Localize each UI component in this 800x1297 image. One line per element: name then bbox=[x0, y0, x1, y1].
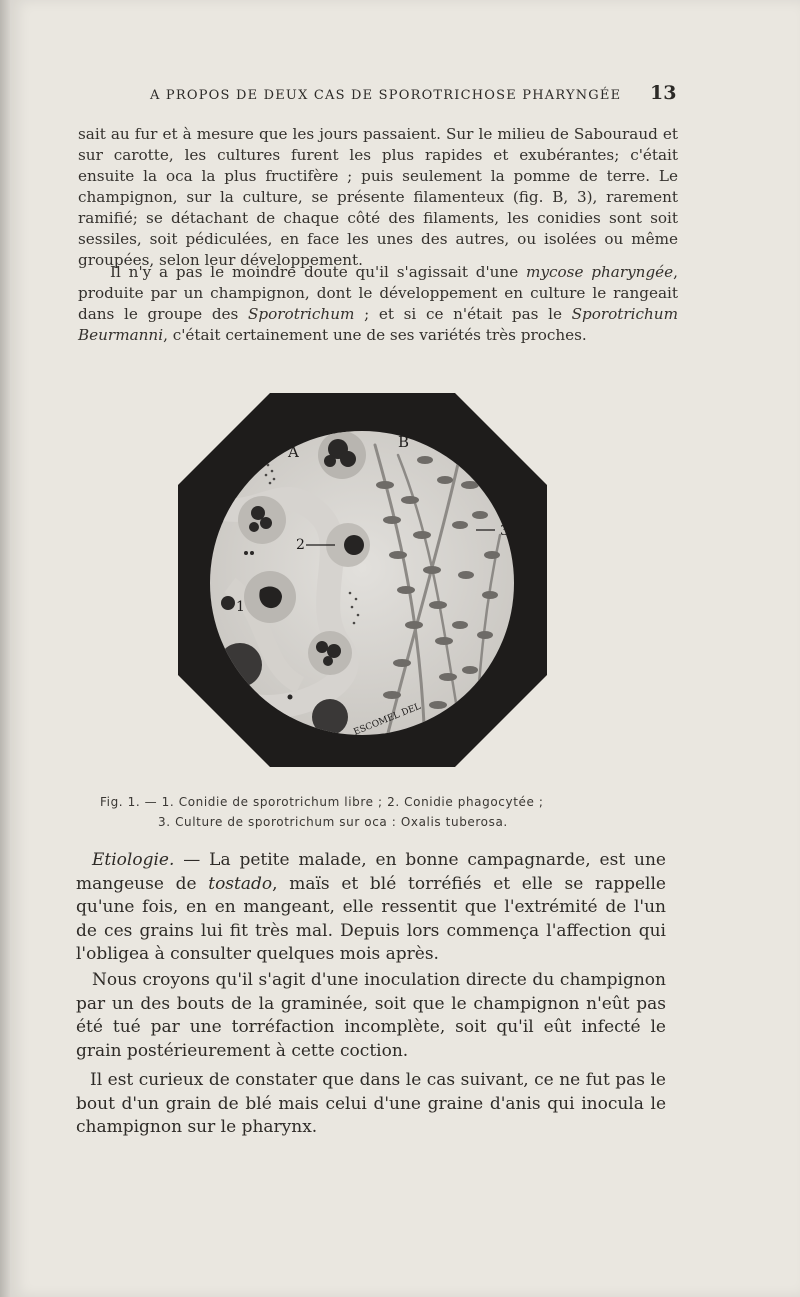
label-1: 1 bbox=[236, 599, 245, 615]
caption-line-2: 3. Culture de sporotrichum sur oca : Oxalis tuberosa. bbox=[158, 815, 508, 829]
paragraph-culture-description: sait au fur et à mesure que les jours passaient. Sur le milieu de Sabouraud et sur carotte, les cultures furent les plus rapides et exubérantes; c'était ensuite la oca la plus fructifère ; puis seulement la pomme de terre. Le champignon, sur la culture, se présente filamenteux (fig. B, 3), rarement ramifié; se détachant de chaque côté des filaments, les conidies sont soit sessiles, soit pédiculées, en face les unes des autres, ou isolées ou même groupées, selon leur développement. bbox=[78, 125, 678, 269]
figure-caption bbox=[100, 792, 700, 832]
label-2: 2 bbox=[296, 537, 305, 553]
paragraph-diagnosis: Il n'y a pas le moindre doute qu'il s'agissait d'une mycose pharyngée, produite par un champignon, dont le développement en culture le rangeait dans le groupe des Sporotrichum ; et si ce n'était pas le Sporotrichum Beurmanni, c'était certainement une de ses variétés très proches. bbox=[78, 263, 678, 344]
running-head: A PROPOS DE DEUX CAS DE SPOROTRICHOSE PHARYNGÉE bbox=[150, 88, 622, 103]
caption-line-1: Fig. 1. — 1. Conidie de sporotrichum libre ; 2. Conidie phagocytée ; bbox=[100, 795, 544, 809]
label-a: A bbox=[288, 443, 299, 461]
paragraph-inoculation: Nous croyons qu'il s'agit d'une inoculation directe du champignon par un des bouts de la graminée, soit que le champignon n'eût pas été tué par une torréfaction incomplète, soit qu'il eût infecté le grain postérieurement à cette coction. bbox=[76, 970, 666, 1061]
label-3: 3 bbox=[500, 523, 509, 539]
page-edge-shadow bbox=[0, 0, 10, 1297]
page-number: 13 bbox=[650, 82, 677, 104]
paragraph-etiology: Etiologie. — La petite malade, en bonne campagnarde, est une mangeuse de tostado, maïs et blé torréfiés et elle se rappelle qu'une fois, en en mangeant, elle ressentit que l'extrémité de l'un de ces grains lui fit très mal. Depuis lors commença l'affection qui l'obligea à consulter quelques mois après. bbox=[76, 850, 666, 964]
label-b: B bbox=[398, 433, 410, 451]
artist-signature: ESCOMEL DEL bbox=[352, 701, 423, 738]
paragraph-second-case: Il est curieux de constater que dans le cas suivant, ce ne fut pas le bout d'un grain de blé mais celui d'une graine d'anis qui inocula le champignon sur le pharynx. bbox=[76, 1070, 666, 1137]
figure-illustration bbox=[170, 385, 555, 770]
microscope-figure bbox=[170, 385, 555, 770]
